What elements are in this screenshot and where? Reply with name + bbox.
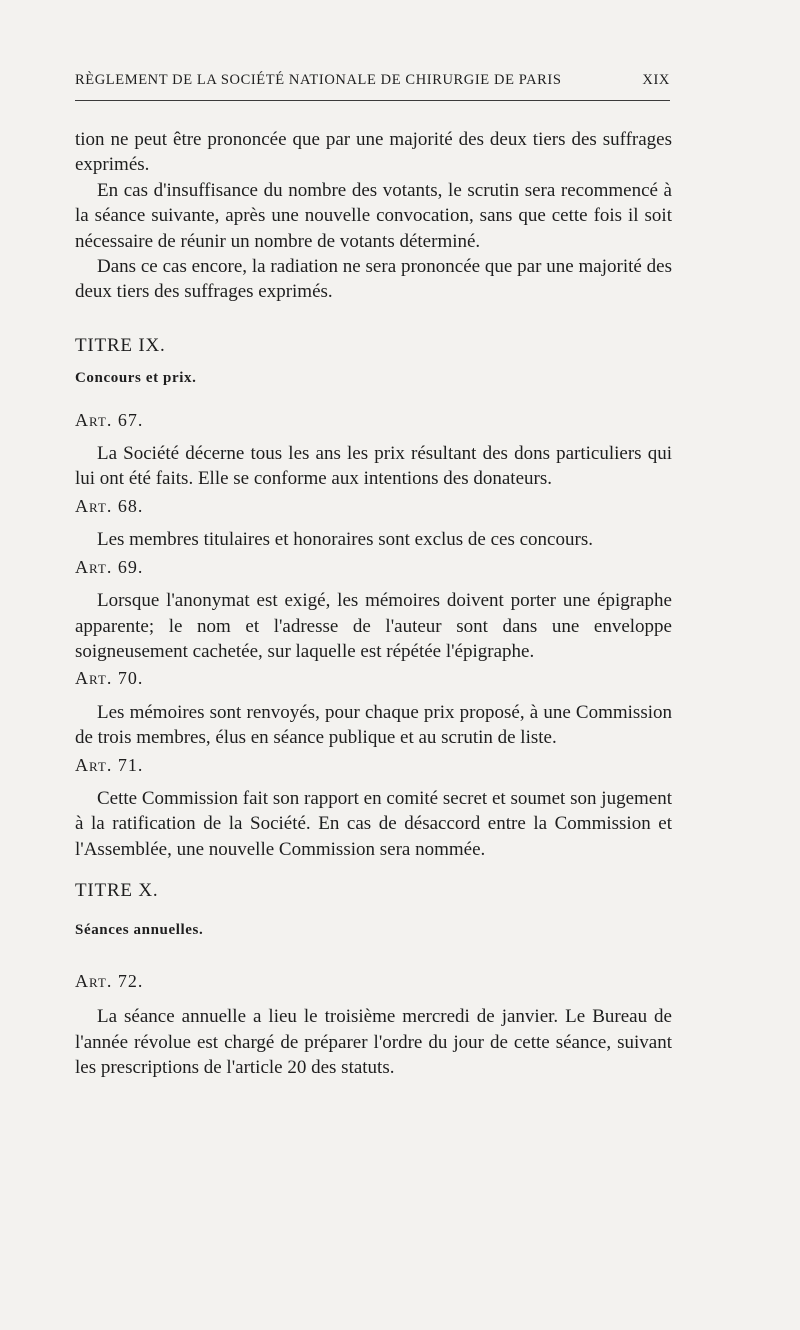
- article-heading: Art. 70.: [75, 668, 144, 689]
- article-text: Les membres titulaires et honoraires sont exclus de ces concours.: [97, 529, 593, 551]
- article-heading: Art. 69.: [75, 556, 144, 577]
- page-body: [75, 127, 672, 1081]
- running-header: [75, 72, 670, 89]
- paragraph: Dans ce cas encore, la radiation ne sera prononcée que par une majorité des deux tiers des suffrages exprimés.: [75, 256, 672, 303]
- section-title-x: TITRE X.: [75, 880, 159, 902]
- article-heading: Art. 71.: [75, 754, 144, 775]
- paragraph: En cas d'insuffisance du nombre des votants, le scrutin sera recommencé à la séance suivante, après une nouvelle convocation, sans que cette fois il soit nécessaire de réunir un nombre de votants déterminé.: [75, 179, 672, 252]
- running-title: RÈGLEMENT DE LA SOCIÉTÉ NATIONALE DE CHIRURGIE DE PARIS: [75, 72, 562, 88]
- paragraph-continued: tion ne peut être prononcée que par une majorité des deux tiers des suffrages exprimés.: [75, 129, 672, 176]
- article-text: La Société décerne tous les ans les prix résultant des dons particuliers qui lui ont été faits. Elle se conforme aux intentions des donateurs.: [75, 443, 672, 490]
- article-heading: Art. 72.: [75, 970, 144, 991]
- article-text: La séance annuelle a lieu le troisième mercredi de janvier. Le Bureau de l'année révolue est chargé de préparer l'ordre du jour de cette séance, suivant les prescriptions de l'article 20 des statuts.: [75, 1006, 672, 1079]
- section-title-ix: TITRE IX.: [75, 334, 166, 356]
- article-heading: Art. 67.: [75, 409, 144, 430]
- article-heading: Art. 68.: [75, 495, 144, 516]
- page-number: XIX: [642, 72, 670, 88]
- article-text: Lorsque l'anonymat est exigé, les mémoires doivent porter une épigraphe apparente; le nom et l'adresse de l'auteur sont dans une enveloppe soigneusement cachetée, sur laquelle est répétée l'épigraphe.: [75, 590, 672, 662]
- section-subtitle-ix: Concours et prix.: [75, 370, 197, 387]
- article-text: Cette Commission fait son rapport en comité secret et soumet son jugement à la ratification de la Société. En cas de désaccord entre la Commission et l'Assemblée, une nouvelle Commission sera nommée.: [75, 787, 672, 860]
- section-subtitle-x: Séances annuelles.: [75, 921, 204, 938]
- article-text: Les mémoires sont renvoyés, pour chaque prix proposé, à une Commission de trois membres, élus en séance publique et au scrutin de liste.: [75, 701, 672, 749]
- header-rule: [75, 100, 670, 101]
